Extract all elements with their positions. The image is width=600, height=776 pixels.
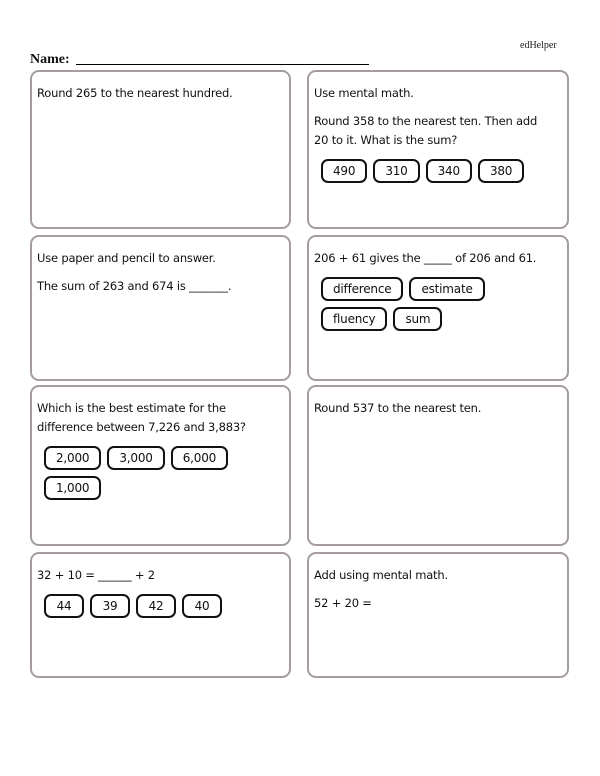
question-box <box>30 70 291 229</box>
question-box <box>30 552 291 678</box>
answer-choice[interactable]: 44 <box>44 594 84 618</box>
name-input-line[interactable] <box>76 64 369 65</box>
answer-choice[interactable]: 1,000 <box>44 476 101 500</box>
answer-choice[interactable]: 40 <box>182 594 222 618</box>
answer-choice[interactable]: sum <box>393 307 442 331</box>
question-text: Which is the best estimate for the difference between 7,226 and 3,883? <box>37 401 246 434</box>
answer-choice[interactable]: 6,000 <box>171 446 228 470</box>
question-instruction: Add using mental math. <box>314 568 448 582</box>
answer-choice[interactable]: difference <box>321 277 403 301</box>
question-box <box>307 235 569 381</box>
question-box <box>307 70 569 229</box>
answer-choice[interactable]: 380 <box>478 159 524 183</box>
question-box <box>307 552 569 678</box>
answer-choice[interactable]: estimate <box>409 277 484 301</box>
answer-choice[interactable]: fluency <box>321 307 387 331</box>
answer-choice[interactable]: 42 <box>136 594 176 618</box>
question-text: 52 + 20 = <box>314 596 372 610</box>
answer-choice[interactable]: 39 <box>90 594 130 618</box>
answer-choice[interactable]: 490 <box>321 159 367 183</box>
question-box <box>30 385 291 546</box>
question-box <box>307 385 569 546</box>
answer-choice[interactable]: 340 <box>426 159 472 183</box>
answer-choice[interactable]: 3,000 <box>107 446 164 470</box>
question-text: Round 358 to the nearest ten. Then add 20 to it. What is the sum? <box>314 114 538 147</box>
question-text: Round 537 to the nearest ten. <box>314 401 482 415</box>
question-text: Round 265 to the nearest hundred. <box>37 86 233 100</box>
question-instruction: Use mental math. <box>314 86 414 100</box>
question-instruction: Use paper and pencil to answer. <box>37 251 216 265</box>
question-text: 206 + 61 gives the _____ of 206 and 61. <box>314 251 537 265</box>
answer-choice[interactable]: 310 <box>373 159 419 183</box>
name-label: Name: <box>30 52 70 67</box>
question-text: 32 + 10 = ______ + 2 <box>37 568 155 582</box>
question-text: The sum of 263 and 674 is _______. <box>37 279 232 293</box>
brand-label: edHelper <box>520 40 557 51</box>
question-box <box>30 235 291 381</box>
answer-choice[interactable]: 2,000 <box>44 446 101 470</box>
